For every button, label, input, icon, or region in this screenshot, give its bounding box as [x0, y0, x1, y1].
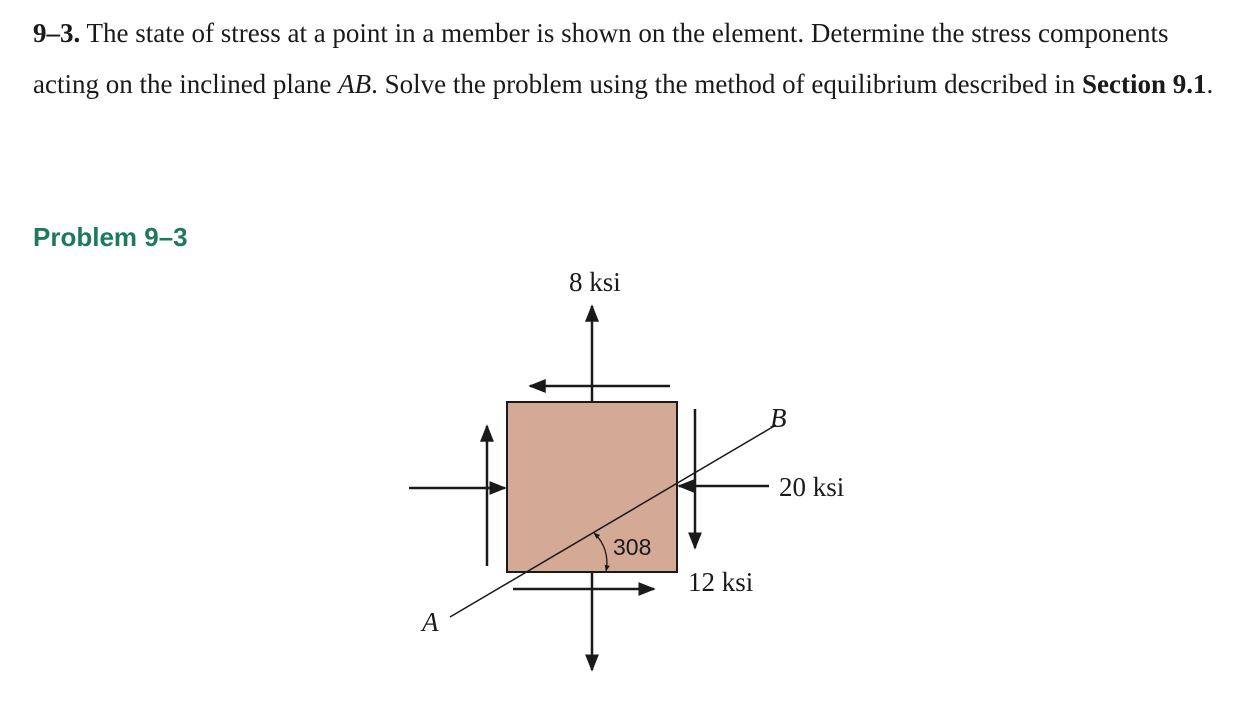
problem-text-part1: The state of stress at a point in a member is shown on the element. Determine the stress components acting on the inclined plane — [33, 18, 1169, 99]
problem-text-part3: . — [1206, 69, 1214, 99]
angle-label: 308 — [613, 534, 652, 560]
right-stress-label: 20 ksi — [779, 472, 845, 502]
point-b-label: B — [770, 403, 787, 433]
stress-element — [507, 402, 677, 572]
section-reference: Section 9.1 — [1082, 69, 1207, 99]
top-stress-label: 8 ksi — [569, 267, 621, 297]
problem-number: 9–3. — [33, 18, 81, 48]
figure-caption: Problem 9–3 — [33, 222, 188, 252]
plane-name: AB — [338, 69, 372, 99]
shear-stress-label: 12 ksi — [688, 567, 754, 597]
problem-text-part2: . Solve the problem using the method of equilibrium described in — [371, 69, 1083, 99]
point-a-label: A — [422, 607, 439, 637]
